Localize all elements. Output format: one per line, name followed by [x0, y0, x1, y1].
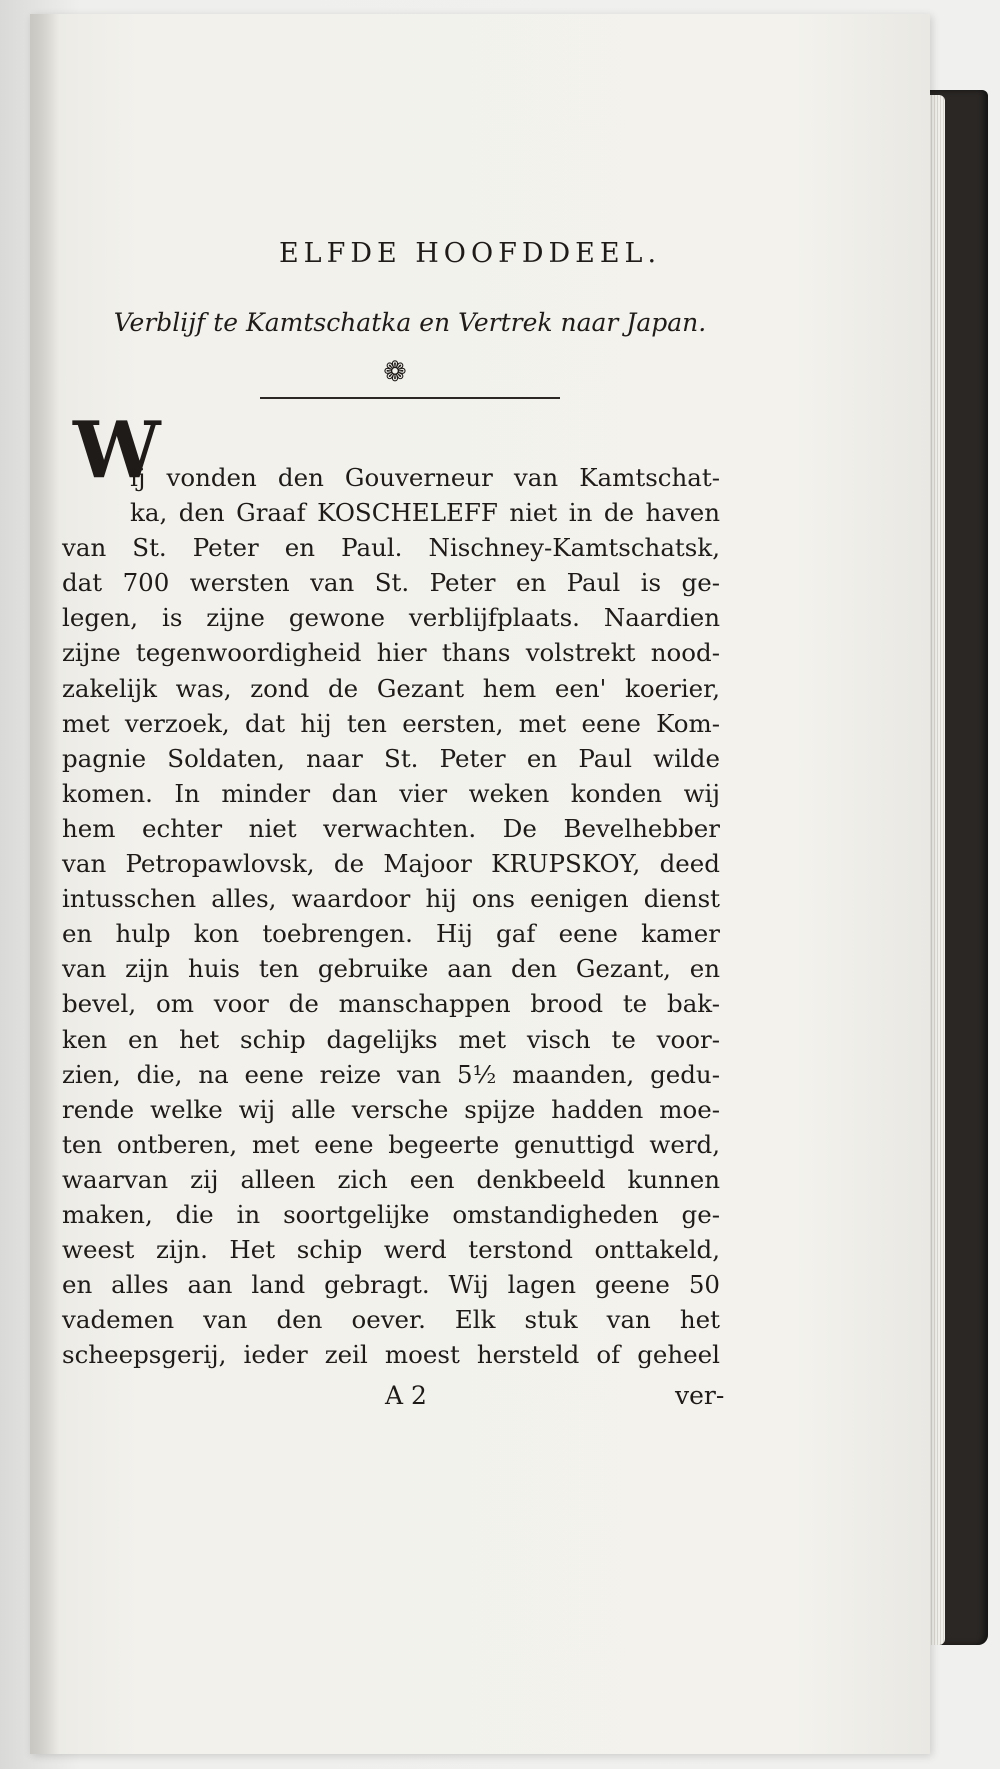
text-line: zijne tegenwoordigheid hier thans volstrekt nood-	[62, 638, 720, 668]
divider-rule	[260, 397, 560, 399]
text-line: waarvan zij alleen zich een denkbeeld kunnen	[62, 1164, 720, 1194]
text-line: met verzoek, dat hij ten eersten, met eene Kom-	[62, 708, 720, 738]
text-line: scheepsgerij, ieder zeil moest hersteld of geheel	[62, 1340, 720, 1370]
text-line: legen, is zijne gewone verblijfplaats. Naardien	[62, 603, 720, 633]
text-line: ken en het schip dagelijks met visch te voor-	[62, 1024, 720, 1054]
chapter-title: ELFDE HOOFDDEEL.	[278, 238, 662, 269]
text-line: intusschen alles, waardoor hij ons eenigen dienst	[62, 884, 720, 914]
catchword: ver-	[675, 1381, 725, 1410]
drop-cap: W	[73, 405, 161, 496]
text-line: ij vonden den Gouverneur van Kamtschat-	[130, 463, 720, 492]
text-line: hem echter niet verwachten. De Bevelhebber	[62, 813, 720, 843]
text-line: en hulp kon toebrengen. Hij gaf eene kamer	[62, 919, 720, 949]
text-line: weest zijn. Het schip werd terstond onttakeld,	[62, 1235, 720, 1265]
text-line: zien, die, na eene reize van 5½ maanden, gedu-	[62, 1059, 720, 1089]
body-text	[62, 460, 720, 1372]
text-line: en alles aan land gebragt. Wij lagen geene 50	[62, 1270, 720, 1300]
page-signature: A 2	[385, 1381, 427, 1410]
text-line: ten ontberen, met eene begeerte genuttigd werd,	[62, 1129, 720, 1159]
chapter-subtitle: Verblijf te Kamtschatka en Vertrek naar Japan.	[113, 308, 707, 337]
text-line: ka, den Graaf KOSCHELEFF niet in de haven	[130, 498, 720, 528]
text-line: dat 700 wersten van St. Peter en Paul is ge-	[62, 568, 720, 598]
text-line: komen. In minder dan vier weken konden wij	[62, 778, 720, 808]
text-line: rende welke wij alle versche spijze hadden moe-	[62, 1094, 720, 1124]
text-line: van Petropawlovsk, de Majoor KRUPSKOY, deed	[62, 849, 720, 879]
text-line: van St. Peter en Paul. Nischney-Kamtschatsk,	[62, 533, 720, 563]
text-line: vademen van den oever. Elk stuk van het	[62, 1305, 720, 1335]
text-line: maken, die in soortgelijke omstandigheden ge-	[62, 1199, 720, 1229]
text-line: van zijn huis ten gebruike aan den Gezant, en	[62, 954, 720, 984]
text-line: bevel, om voor de manschappen brood te bak-	[62, 989, 720, 1019]
text-line: zakelijk was, zond de Gezant hem een' koerier,	[62, 673, 720, 703]
text-line: pagnie Soldaten, naar St. Peter en Paul wilde	[62, 743, 720, 773]
ornament-icon: ❁	[383, 355, 407, 388]
page-gutter-shadow	[30, 14, 60, 1754]
